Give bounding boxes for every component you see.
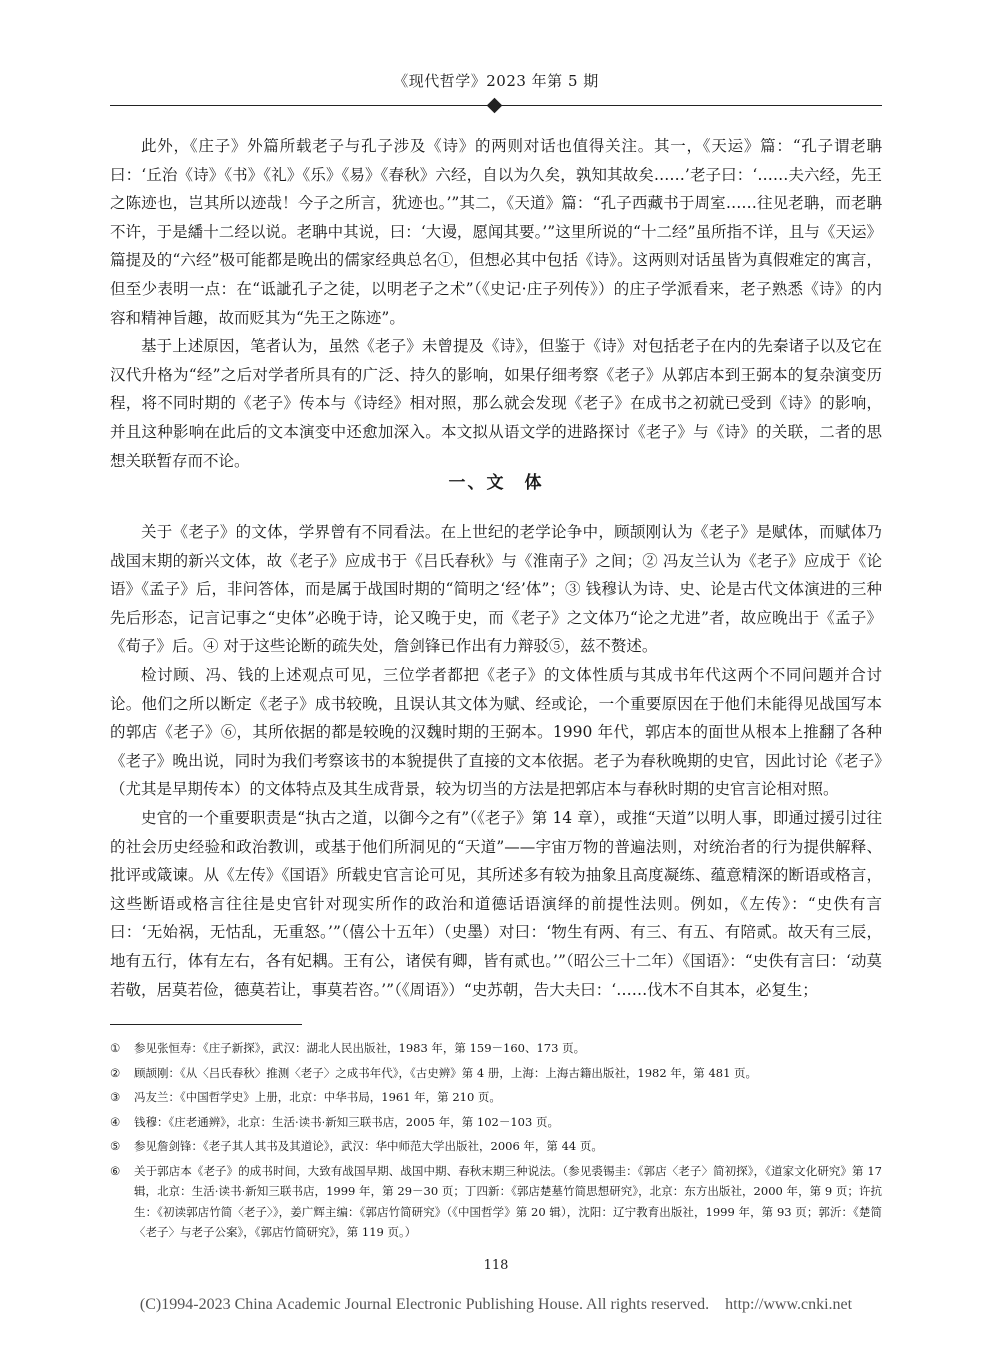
footnote-rule [110,1024,302,1025]
footnote [110,1112,882,1133]
paragraph: 检讨顾、冯、钱的上述观点可见，三位学者都把《老子》的文体性质与其成书年代这两个不同问题并合讨论。他们之所以断定《老子》成书较晚，且误认其文体为赋、经或论，一个重要原因在于他们未能得见战国写本的郭店《老子》⑥，其所依据的都是较晚的汉魏时期的王弼本。1990 年代，郭店本的面世从根本上推翻了各种《老子》晚出说，同时为我们考察该书的本貌提供了直接的文本依据。老子为春秋晚期的史官，因此讨论《老子》（尤其是早期传本）的文体特点及其生成背景，较为切当的方法是把郭店本与春秋时期的史官言论相对照。 [110,665,882,799]
paragraph: 基于上述原因，笔者认为，虽然《老子》未曾提及《诗》，但鉴于《诗》对包括老子在内的先秦诸子以及它在汉代升格为“经”之后对学者所具有的广泛、持久的影响，如果仔细考察《老子》从郭店本到王弼本的复杂演变历程，将不同时期的《老子》传本与《诗经》相对照，那么就会发现《老子》在成书之初就已受到《诗》的影响，并且这种影响在此后的文本演变中还愈加深入。本文拟从语文学的进路探讨《老子》与《诗》的关联，二者的思想关联暂存而不论。 [110,337,882,470]
paragraph: 关于《老子》的文体，学界曾有不同看法。在上世纪的老学论争中，顾颉刚认为《老子》是赋体，而赋体乃战国末期的新兴文体，故《老子》应成书于《吕氏春秋》与《淮南子》之间；② 冯友兰认为《老子》应成于《论语》《孟子》后，非问答体，而是属于战国时期的“简明之‘经’体”；③ 钱穆认为诗、史、论是古代文体演进的三种先后形态，记言记事之“史体”必晚于诗，论又晚于史，而《老子》之文体乃“论之尤进”者，故应晚出于《孟子》《荀子》后。④ 对于这些论断的疏失处，詹剑锋已作出有力辩驳⑤，兹不赘述。 [110,523,882,656]
footnote-mark: ④ [110,1114,121,1129]
footnote [110,1063,882,1084]
diamond-ornament-icon [487,98,503,114]
footnote-mark: ① [110,1041,121,1055]
intro-text [110,132,882,475]
footnote-text: 钱穆：《庄老通辨》，北京：生活·读书·新知三联书店，2005 年，第 102－103 页。 [134,1114,559,1129]
running-head: 《现代哲学》2023 年第 5 期 [393,72,599,90]
footnote [110,1038,882,1059]
footnote-text: 关于郭店本《老子》的成书时间，大致有战国早期、战国中期、春秋末期三种说法。（参见裘锡圭：《郭店〈老子〉简初探》，《道家文化研究》第 17 辑，北京：生活·读书·新知三联书店，1999 年，第 29－30 页；丁四新：《郭店楚墓竹简思想研究》，北京：东方出版社，2000 年，第 9 页；许抗生：《初读郭店竹简〈老子〉》，姜广辉主编：《郭店竹简研究》（《中国哲学》第 20 辑），沈阳：辽宁教育出版社，1999 年，第 93 页；郭沂：《楚简〈老子〉与老子公案》，《郭店竹简研究》，第 119 页。） [134,1163,882,1239]
footnote-text: 顾颉刚：《从〈吕氏春秋〉推测〈老子〉之成书年代》，《古史辨》第 4 册，上海：上海古籍出版社，1982 年，第 481 页。 [134,1065,758,1080]
section-text [110,518,882,1004]
paragraph: 此外，《庄子》外篇所载老子与孔子涉及《诗》的两则对话也值得关注。其一，《天运》篇：“孔子谓老聃曰：‘丘治《诗》《书》《礼》《乐》《易》《春秋》六经，自以为久矣，孰知其故矣……’老子曰：‘……夫六经，先王之陈迹也，岂其所以迹哉！今子之所言，犹迹也。’”其二，《天道》篇：“孔子西藏书于周室……往见老聃，而老聃不许，于是繙十二经以说。老聃中其说，曰：‘大谩，愿闻其要。’”这里所说的“十二经”虽所指不详，且与《天运》篇提及的“六经”极可能都是晚出的儒家经典总名①，但想必其中包括《诗》。这两则对话虽皆为真假难定的寓言，但至少表明一点：在“诋訿孔子之徒，以明老子之术”（《史记·庄子列传》）的庄子学派看来，老子熟悉《诗》的内容和精神旨趣，故而贬其为“先王之陈迹”。 [110,137,882,327]
footnote [110,1161,882,1243]
footnote-mark: ⑥ [110,1163,121,1178]
footnote-mark: ② [110,1065,121,1080]
page-number: 118 [483,1258,509,1273]
footnotes [110,1038,882,1247]
footnote-text: 参见詹剑锋：《老子其人其书及其道论》，武汉：华中师范大学出版社，2006 年，第 44 页。 [134,1139,603,1153]
header-rule [110,100,882,112]
footnote-mark: ⑤ [110,1139,121,1153]
footnote-text: 参见张恒寿：《庄子新探》，武汉：湖北人民出版社，1983 年，第 159－160、173 页。 [134,1041,586,1055]
footnote [110,1087,882,1108]
footnote [110,1136,882,1157]
section-heading: 一、文 体 [448,473,544,493]
footnote-mark: ③ [110,1090,121,1104]
paragraph: 史官的一个重要职责是“执古之道，以御今之有”（《老子》第 14 章），或推“天道”以明人事，即通过援引过往的社会历史经验和政治教训，或基于他们所洞见的“天道”——宇宙万物的普遍法则，对统治者的行为提供解释、批评或箴谏。从《左传》《国语》所载史官言论可见，其所述多有较为抽象且高度凝练、蕴意精深的断语或格言，这些断语或格言往往是史官针对现实所作的政治和道德话语演绎的前提性法则。例如，《左传》：“史佚有言曰：‘无始祸，无怙乱，无重怒。’”（僖公十五年）（史墨）对曰：‘物生有两、有三、有五、有陪贰。故天有三辰，地有五行，体有左右，各有妃耦。王有公，诸侯有卿，皆有贰也。’”（昭公三十二年）《国语》：“史佚有言曰：‘动莫若敬，居莫若俭，德莫若让，事莫若咨。’”（《周语》）“史苏朝，告大夫曰：‘……伐木不自其本，必复生； [110,808,882,999]
copyright-notice: (C)1994-2023 China Academic Journal Electronic Publishing House. All rights reserved. http://www.cnki.net [139,1296,853,1313]
footnote-text: 冯友兰：《中国哲学史》上册，北京：中华书局，1961 年，第 210 页。 [134,1090,501,1104]
